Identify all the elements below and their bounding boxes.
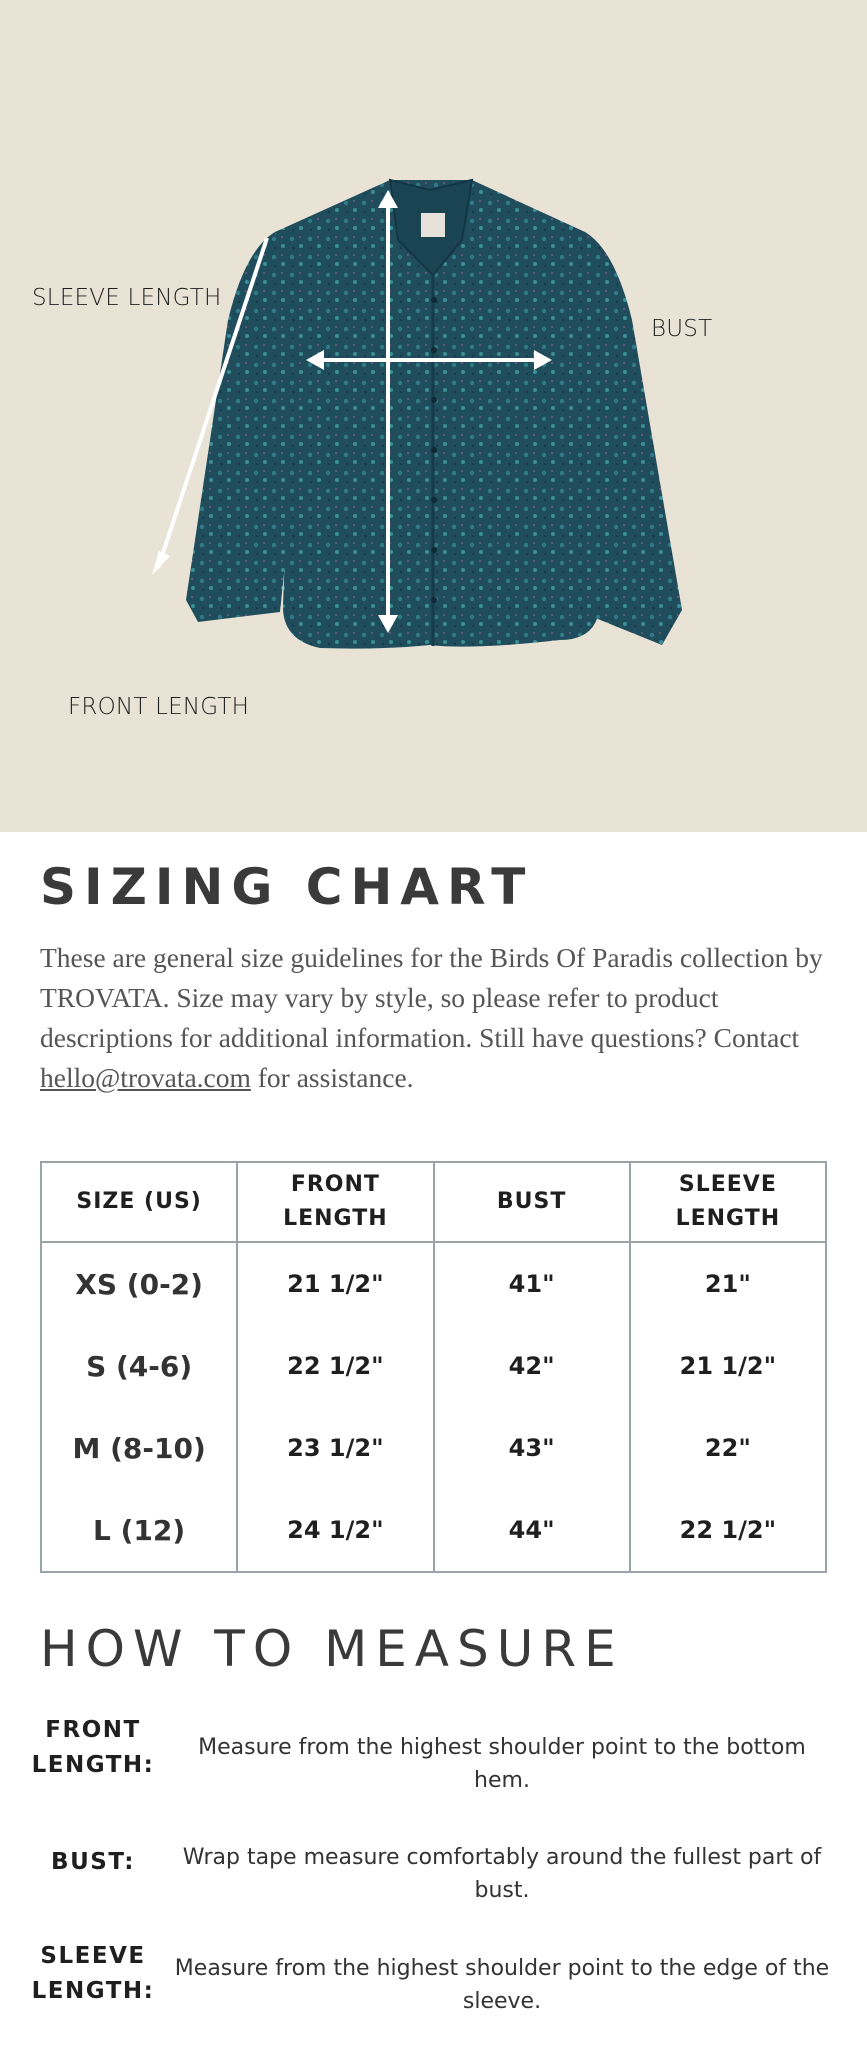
measure-description: Measure from the highest shoulder point to the bottom hem. <box>198 1735 806 1793</box>
intro-text: These are general size guidelines for the Birds Of Paradis collection by TROVATA. Size may vary by style, so please refer to product descriptions for additional information. Still have questions? Contact <box>40 942 823 1053</box>
sleeve-length-cell: 21 1/2" <box>630 1325 826 1407</box>
table-row <box>41 1407 826 1489</box>
size-cell: L (12) <box>41 1489 237 1572</box>
front-length-cell: 24 1/2" <box>237 1489 433 1572</box>
bust-cell: 41" <box>434 1242 630 1325</box>
size-table <box>40 1161 827 1573</box>
sleeve-length-cell: 22 1/2" <box>630 1489 826 1572</box>
front-length-cell: 21 1/2" <box>237 1242 433 1325</box>
sizing-intro <box>40 938 830 1098</box>
header-sleeve-length: SLEEVE LENGTH <box>630 1162 826 1242</box>
intro-tail: for assistance. <box>250 1062 414 1093</box>
sizing-chart-title: SIZING CHART <box>40 858 534 916</box>
measure-label: BUST: <box>51 1849 135 1875</box>
front-length-cell: 22 1/2" <box>237 1325 433 1407</box>
size-cell: M (8-10) <box>41 1407 237 1489</box>
contact-email-link[interactable]: hello@trovata.com <box>40 1062 251 1093</box>
table-row <box>41 1325 826 1407</box>
sleeve-length-cell: 22" <box>630 1407 826 1489</box>
how-to-measure-title: HOW TO MEASURE <box>40 1620 624 1678</box>
product-image-area <box>0 0 867 832</box>
header-bust: BUST <box>434 1162 630 1242</box>
size-cell: XS (0-2) <box>41 1242 237 1325</box>
measure-description: Measure from the highest shoulder point to the edge of the sleeve. <box>174 1956 830 2014</box>
bust-cell: 43" <box>434 1407 630 1489</box>
bust-cell: 42" <box>434 1325 630 1407</box>
header-size: SIZE (US) <box>41 1162 237 1242</box>
size-cell: S (4-6) <box>41 1325 237 1407</box>
sleeve-length-cell: 21" <box>630 1242 826 1325</box>
front-length-cell: 23 1/2" <box>237 1407 433 1489</box>
bust-label: BUST <box>651 316 713 342</box>
table-row <box>41 1242 826 1325</box>
table-row <box>41 1489 826 1572</box>
measure-label: SLEEVE LENGTH: <box>31 1943 155 2004</box>
bust-cell: 44" <box>434 1489 630 1572</box>
header-front-length: FRONT LENGTH <box>237 1162 433 1242</box>
front-length-label: FRONT LENGTH <box>68 694 250 720</box>
sleeve-length-label: SLEEVE LENGTH <box>32 285 222 311</box>
measure-description: Wrap tape measure comfortably around the fullest part of bust. <box>182 1845 822 1903</box>
table-header-row <box>41 1162 826 1242</box>
measure-label: FRONT LENGTH: <box>31 1717 155 1778</box>
